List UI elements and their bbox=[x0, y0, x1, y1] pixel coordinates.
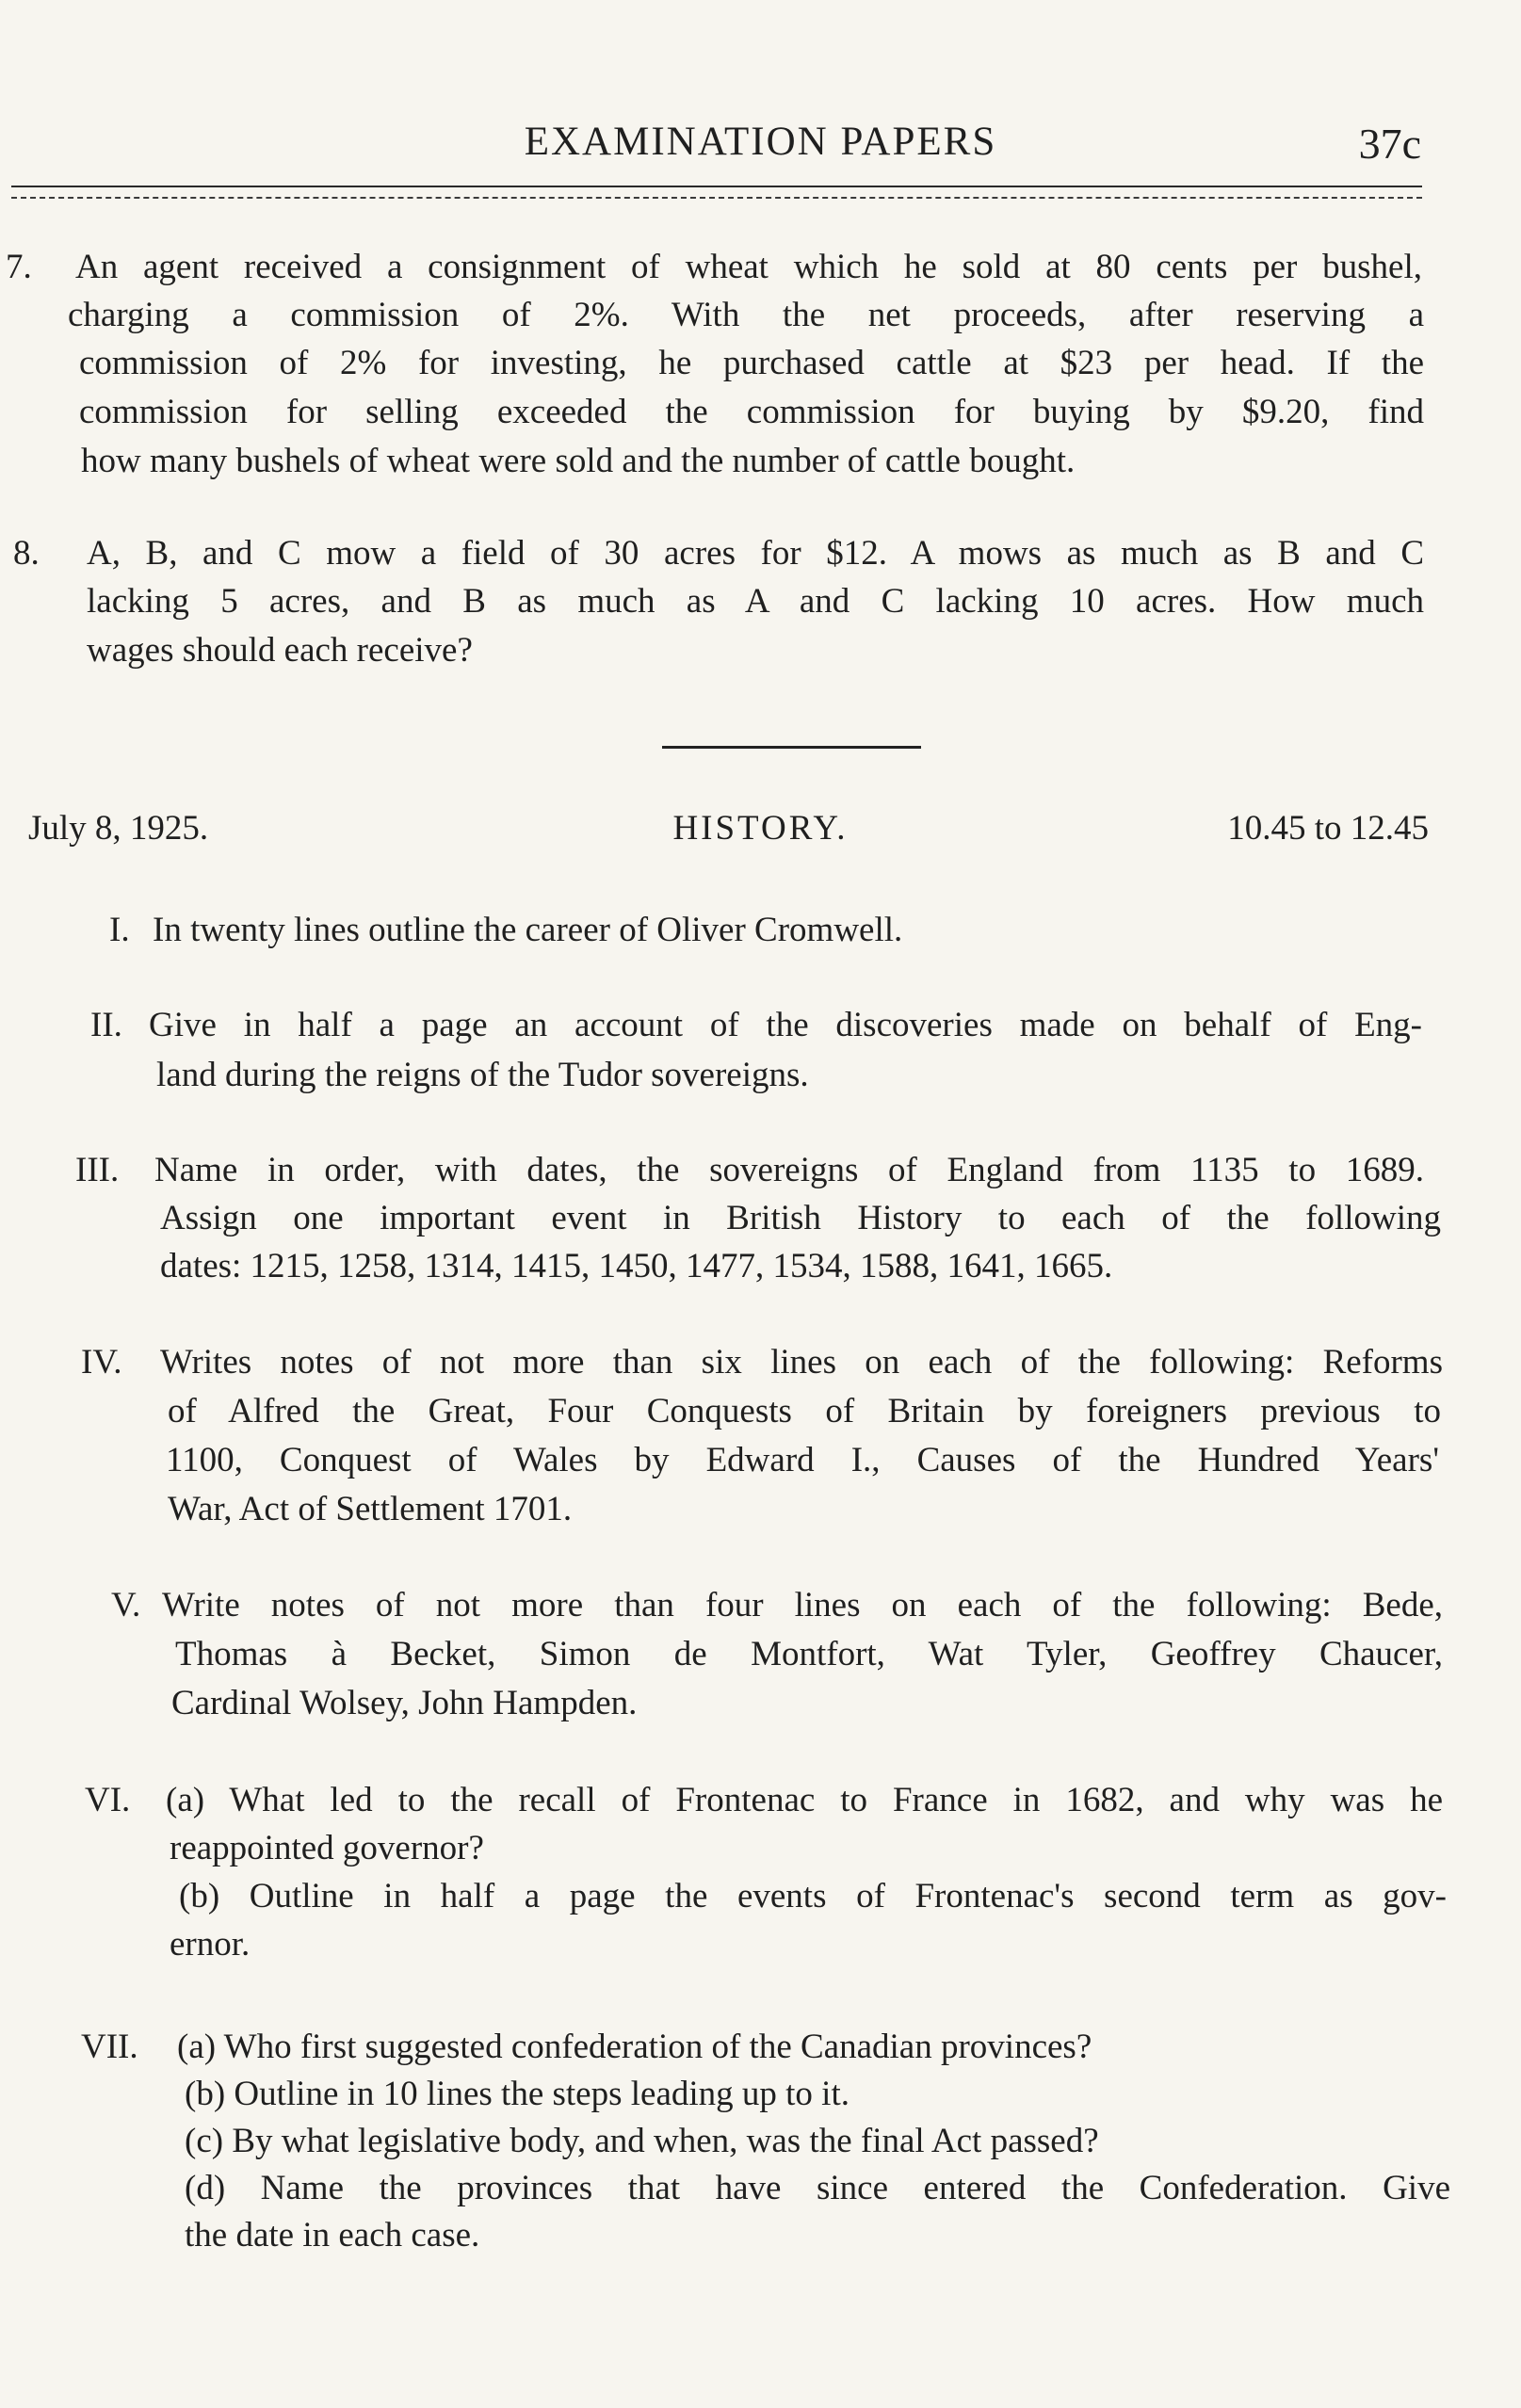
question-number: I. bbox=[109, 911, 130, 949]
question-line: (a) What led to the recall of Frontenac to France in 1682, and why was he bbox=[166, 1781, 1443, 1819]
problem-line: charging a commission of 2%. With the net proceeds, after reserving a bbox=[68, 296, 1424, 334]
question-line: (a) Who first suggested confederation of the Canadian provinces? bbox=[177, 2028, 1092, 2066]
running-head bbox=[0, 115, 1521, 171]
exam-time: 10.45 to 12.45 bbox=[1227, 809, 1429, 848]
page-number: 37c bbox=[1358, 120, 1421, 168]
question-number: IV. bbox=[81, 1343, 122, 1382]
question-line: (d) Name the provinces that have since entered the Confederation. Give bbox=[185, 2169, 1450, 2207]
question-line: In twenty lines outline the career of Oliver Cromwell. bbox=[153, 911, 903, 949]
exam-subject: HISTORY. bbox=[672, 809, 849, 848]
problem-number: 7. bbox=[6, 248, 32, 286]
section-divider bbox=[662, 746, 921, 749]
question-number: VI. bbox=[85, 1781, 131, 1819]
problem-line: A, B, and C mow a field of 30 acres for $12. A mows as much as B and C bbox=[87, 534, 1424, 573]
question-line: Give in half a page an account of the discoveries made on behalf of Eng- bbox=[149, 1006, 1422, 1044]
question-line: 1100, Conquest of Wales by Edward I., Causes of the Hundred Years' bbox=[166, 1441, 1439, 1479]
question-number: II. bbox=[90, 1006, 122, 1044]
header-rule bbox=[11, 186, 1422, 199]
question-line: dates: 1215, 1258, 1314, 1415, 1450, 1477, 1534, 1588, 1641, 1665. bbox=[160, 1247, 1113, 1285]
problem-line: commission of 2% for investing, he purchased cattle at $23 per head. If the bbox=[79, 344, 1424, 382]
question-line: Thomas à Becket, Simon de Montfort, Wat Tyler, Geoffrey Chaucer, bbox=[175, 1635, 1443, 1673]
question-line: land during the reigns of the Tudor sovereigns. bbox=[156, 1056, 809, 1094]
question-number: VII. bbox=[81, 2028, 138, 2066]
section-header bbox=[0, 808, 1521, 865]
problem-line: wages should each receive? bbox=[87, 631, 473, 670]
problem-line: An agent received a consignment of wheat which he sold at 80 cents per bushel, bbox=[75, 248, 1422, 286]
question-line: Name in order, with dates, the sovereigns of England from 1135 to 1689. bbox=[154, 1151, 1424, 1189]
question-line: (b) Outline in half a page the events of Frontenac's second term as gov- bbox=[179, 1877, 1447, 1915]
problem-line: commission for selling exceeded the commission for buying by $9.20, find bbox=[79, 393, 1424, 431]
question-number: V. bbox=[111, 1586, 141, 1624]
problem-number: 8. bbox=[13, 534, 40, 573]
question-line: Writes notes of not more than six lines on each of the following: Reforms bbox=[160, 1343, 1443, 1382]
question-line: (b) Outline in 10 lines the steps leading up to it. bbox=[185, 2075, 849, 2113]
question-line: the date in each case. bbox=[185, 2216, 480, 2254]
question-line: reappointed governor? bbox=[170, 1829, 484, 1867]
question-line: Cardinal Wolsey, John Hampden. bbox=[171, 1684, 638, 1722]
question-line: Assign one important event in British History to each of the following bbox=[160, 1199, 1441, 1237]
exam-date: July 8, 1925. bbox=[28, 809, 209, 848]
question-number: III. bbox=[75, 1151, 120, 1189]
problem-line: lacking 5 acres, and B as much as A and C lacking 10 acres. How much bbox=[87, 582, 1424, 621]
question-line: Write notes of not more than four lines on each of the following: Bede, bbox=[162, 1586, 1443, 1624]
problem-line: how many bushels of wheat were sold and the number of cattle bought. bbox=[81, 442, 1076, 480]
running-title: EXAMINATION PAPERS bbox=[524, 120, 997, 164]
question-line: War, Act of Settlement 1701. bbox=[168, 1490, 573, 1528]
question-line: of Alfred the Great, Four Conquests of Britain by foreigners previous to bbox=[168, 1392, 1441, 1430]
question-line: (c) By what legislative body, and when, was the final Act passed? bbox=[185, 2122, 1099, 2160]
question-line: ernor. bbox=[170, 1925, 251, 1964]
